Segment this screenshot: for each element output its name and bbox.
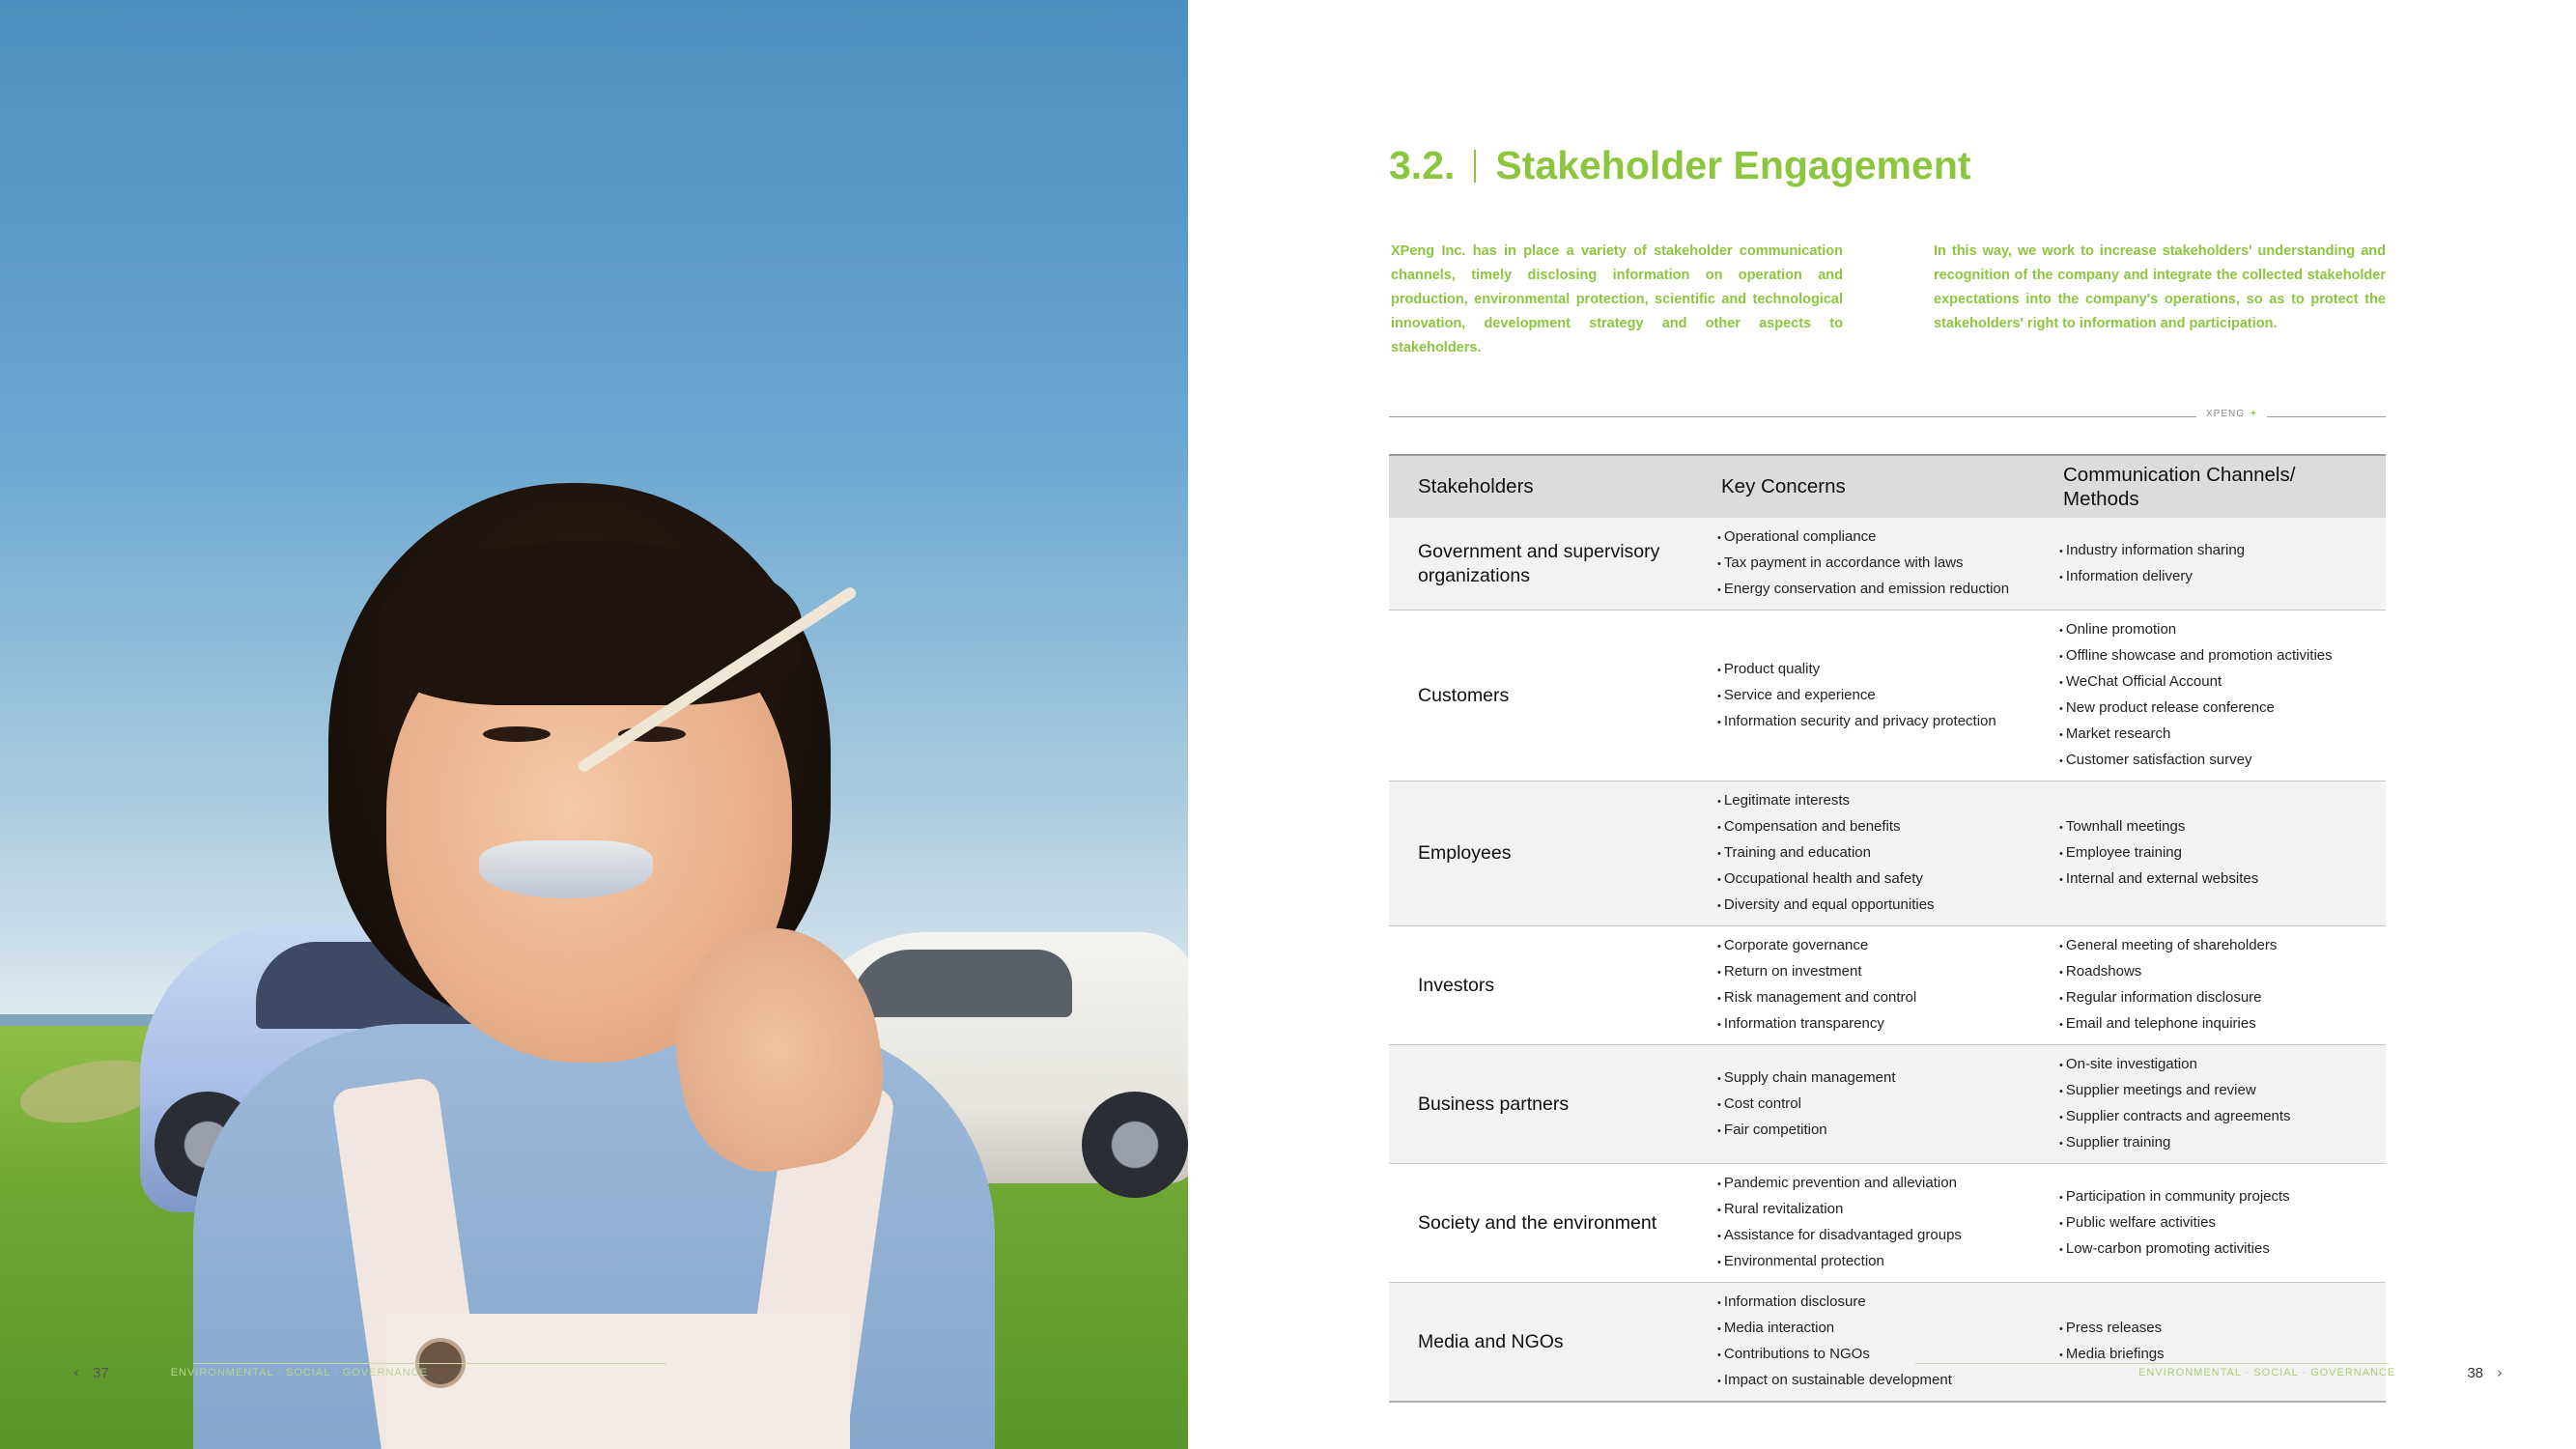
- child-eye-left: [483, 726, 551, 742]
- stakeholder-cell: Customers: [1418, 684, 1510, 706]
- footer-right: [2138, 1364, 2503, 1381]
- white-car-wheel: [1082, 1092, 1188, 1198]
- concerns-list: [1717, 933, 2050, 1037]
- list-item: • Product quality: [1717, 657, 2050, 683]
- concerns-cell: [1708, 518, 2050, 611]
- list-item: • Environmental protection: [1717, 1249, 2050, 1275]
- list-item: • Press releases: [2059, 1316, 2386, 1342]
- list-item: • Occupational health and safety: [1717, 867, 2050, 893]
- concerns-cell: [1708, 1045, 2050, 1164]
- chevron-left-icon[interactable]: ‹: [73, 1364, 79, 1381]
- concerns-list: [1717, 525, 2050, 603]
- list-item: • Employee training: [2059, 840, 2386, 867]
- cover-photo: [0, 0, 1188, 1449]
- list-item: • Risk management and control: [1717, 985, 2050, 1011]
- header-key-concerns: Key Concerns: [1708, 455, 2050, 518]
- list-item: • Media briefings: [2059, 1342, 2386, 1368]
- channels-cell: [2050, 781, 2386, 926]
- list-item: • Training and education: [1717, 840, 2050, 867]
- channels-list: [2059, 933, 2386, 1037]
- list-item: • Impact on sustainable development: [1717, 1368, 2050, 1394]
- channels-list: [2059, 617, 2386, 774]
- channels-cell: [2050, 1045, 2386, 1164]
- list-item: • Roadshows: [2059, 959, 2386, 985]
- table-header-row: [1389, 455, 2386, 518]
- white-car-window: [850, 950, 1072, 1017]
- channels-cell: [2050, 926, 2386, 1045]
- list-item: • Cost control: [1717, 1092, 2050, 1118]
- concerns-list: [1717, 657, 2050, 735]
- list-item: • Internal and external websites: [2059, 867, 2386, 893]
- list-item: • Participation in community projects: [2059, 1184, 2386, 1210]
- concerns-cell: [1708, 781, 2050, 926]
- section-title: Stakeholder Engagement: [1495, 143, 1971, 187]
- list-item: • Compensation and benefits: [1717, 814, 2050, 840]
- table-row: [1389, 1164, 2386, 1283]
- list-item: • Service and experience: [1717, 683, 2050, 709]
- list-item: • Offline showcase and promotion activities: [2059, 643, 2386, 669]
- footer-tag-right: ENVIRONMENTAL · SOCIAL · GOVERNANCE: [2138, 1367, 2396, 1378]
- list-item: • Media interaction: [1717, 1316, 2050, 1342]
- header-stakeholders: Stakeholders: [1389, 455, 1708, 518]
- table-row: [1389, 926, 2386, 1045]
- list-item: • Information delivery: [2059, 564, 2386, 590]
- concerns-list: [1717, 1290, 2050, 1394]
- stakeholder-cell: Investors: [1418, 974, 1495, 996]
- heading-divider: [1474, 150, 1476, 183]
- concerns-list: [1717, 1171, 2050, 1275]
- concerns-cell: [1708, 1164, 2050, 1283]
- list-item: • Tax payment in accordance with laws: [1717, 551, 2050, 577]
- concerns-cell: [1708, 1283, 2050, 1403]
- list-item: • Pandemic prevention and alleviation: [1717, 1171, 2050, 1197]
- list-item: • Information disclosure: [1717, 1290, 2050, 1316]
- list-item: • Operational compliance: [1717, 525, 2050, 551]
- list-item: • Regular information disclosure: [2059, 985, 2386, 1011]
- list-item: • Return on investment: [1717, 959, 2050, 985]
- table-row: [1389, 611, 2386, 781]
- list-item: • WeChat Official Account: [2059, 669, 2386, 696]
- table-row: [1389, 1283, 2386, 1403]
- stakeholder-cell: Employees: [1418, 842, 1512, 864]
- list-item: • Rural revitalization: [1717, 1197, 2050, 1223]
- footer-left: [73, 1364, 428, 1381]
- list-item: • General meeting of shareholders: [2059, 933, 2386, 959]
- brand-mark-text: XPENG: [2206, 409, 2246, 419]
- channels-cell: [2050, 1164, 2386, 1283]
- stakeholder-cell: Government and supervisory organizations: [1418, 540, 1660, 586]
- plus-icon: +: [2250, 409, 2257, 419]
- channels-list: [2059, 1184, 2386, 1263]
- intro-right: In this way, we work to increase stakeholders' understanding and recognition of the company and integrate the collected stakeholder expectations into the company's operations, so as to protect the stakeholders' right to information and participation.: [1934, 243, 2386, 331]
- list-item: • On-site investigation: [2059, 1052, 2386, 1078]
- table-body: [1389, 518, 2386, 1402]
- chevron-right-icon[interactable]: ›: [2497, 1364, 2503, 1381]
- table-row: [1389, 1045, 2386, 1164]
- list-item: • Contributions to NGOs: [1717, 1342, 2050, 1368]
- list-item: • Industry information sharing: [2059, 538, 2386, 564]
- concerns-list: [1717, 788, 2050, 919]
- stakeholder-cell: Media and NGOs: [1418, 1330, 1564, 1352]
- section-number: 3.2.: [1389, 143, 1456, 187]
- page-number-left: 37: [93, 1364, 109, 1381]
- section-heading: [1389, 143, 1971, 188]
- concerns-list: [1717, 1065, 2050, 1144]
- channels-list: [2059, 814, 2386, 893]
- channels-list: [2059, 1316, 2386, 1368]
- list-item: • Supplier training: [2059, 1130, 2386, 1156]
- child-fringe: [377, 541, 802, 705]
- list-item: • Email and telephone inquiries: [2059, 1011, 2386, 1037]
- list-item: • Online promotion: [2059, 617, 2386, 643]
- list-item: • Legitimate interests: [1717, 788, 2050, 814]
- list-item: • Corporate governance: [1717, 933, 2050, 959]
- channels-cell: [2050, 1283, 2386, 1403]
- list-item: • Supplier contracts and agreements: [2059, 1104, 2386, 1130]
- list-item: • Market research: [2059, 722, 2386, 748]
- page-number-right: 38: [2467, 1364, 2483, 1381]
- stakeholder-table: [1389, 454, 2386, 1403]
- stakeholder-cell: Business partners: [1418, 1093, 1570, 1115]
- header-channels: Communication Channels/ Methods: [2050, 455, 2386, 518]
- list-item: • Public welfare activities: [2059, 1210, 2386, 1236]
- channels-cell: [2050, 611, 2386, 781]
- concerns-cell: [1708, 611, 2050, 781]
- intro-left: XPeng Inc. has in place a variety of stakeholder communication channels, timely disclosing information on operation and production, environmental protection, scientific and technological innovation, development strategy and other aspects to stakeholders.: [1391, 243, 1843, 355]
- list-item: • Supplier meetings and review: [2059, 1078, 2386, 1104]
- list-item: • Fair competition: [1717, 1118, 2050, 1144]
- list-item: • Information transparency: [1717, 1011, 2050, 1037]
- table-row: [1389, 518, 2386, 611]
- list-item: • Energy conservation and emission reduction: [1717, 577, 2050, 603]
- list-item: • Assistance for disadvantaged groups: [1717, 1223, 2050, 1249]
- channels-list: [2059, 538, 2386, 590]
- lollipop-candy: [479, 840, 653, 898]
- list-item: • Customer satisfaction survey: [2059, 748, 2386, 774]
- channels-cell: [2050, 518, 2386, 611]
- list-item: • New product release conference: [2059, 696, 2386, 722]
- list-item: • Supply chain management: [1717, 1065, 2050, 1092]
- table-row: [1389, 781, 2386, 926]
- list-item: • Diversity and equal opportunities: [1717, 893, 2050, 919]
- brand-mark: [2196, 409, 2267, 419]
- channels-list: [2059, 1052, 2386, 1156]
- stakeholder-cell: Society and the environment: [1418, 1211, 1657, 1234]
- list-item: • Low-carbon promoting activities: [2059, 1236, 2386, 1263]
- list-item: • Information security and privacy protection: [1717, 709, 2050, 735]
- footer-tag-left: ENVIRONMENTAL · SOCIAL · GOVERNANCE: [170, 1367, 428, 1378]
- concerns-cell: [1708, 926, 2050, 1045]
- list-item: • Townhall meetings: [2059, 814, 2386, 840]
